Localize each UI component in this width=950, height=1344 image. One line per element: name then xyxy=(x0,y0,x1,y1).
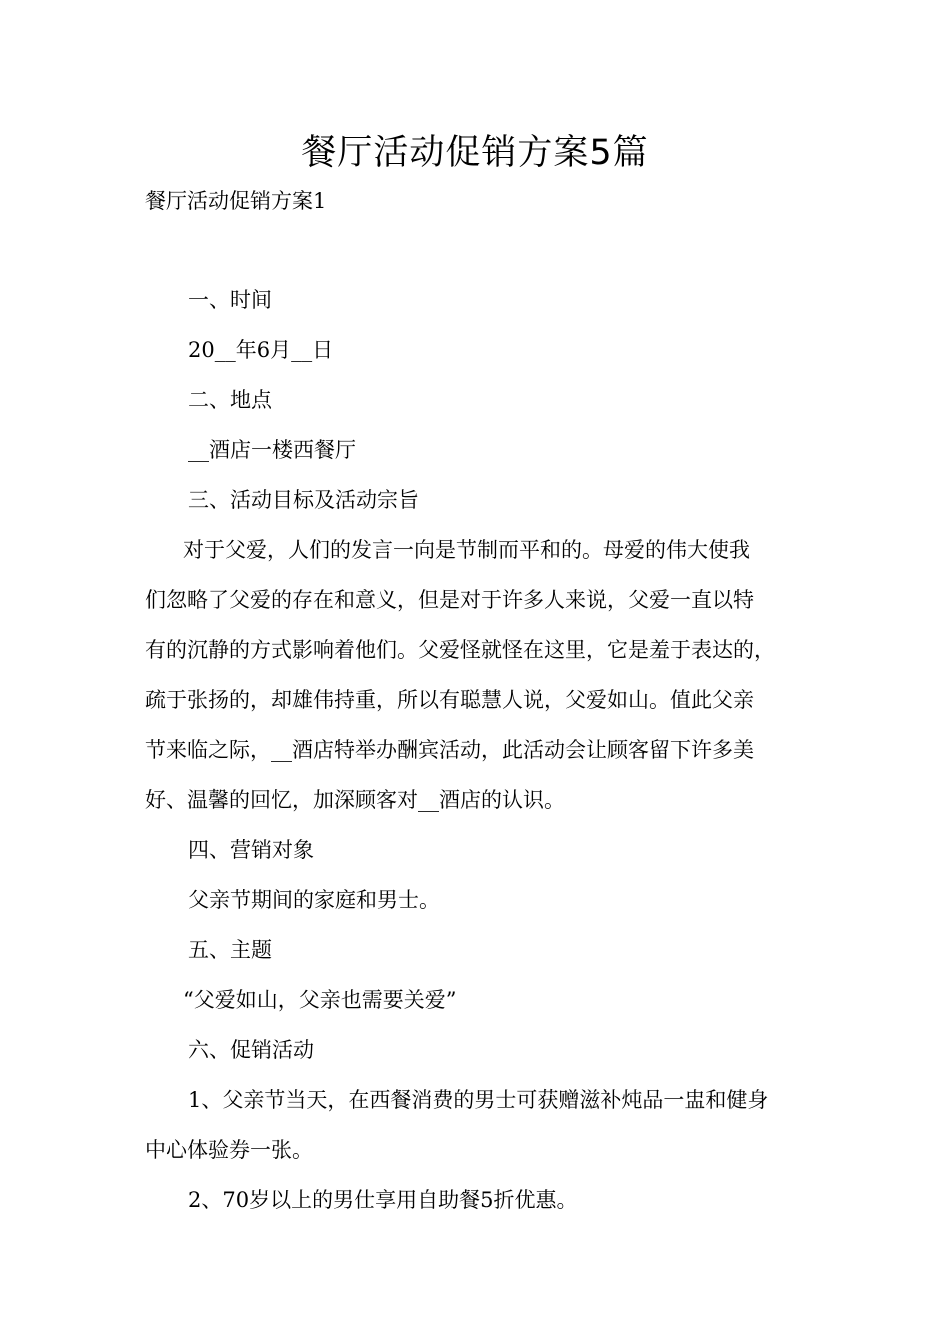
promotion-item: 2、70岁以上的男仕享用自助餐5折优惠。 xyxy=(188,1188,578,1212)
paragraph-line: 有的沉静的方式影响着他们。父爱怪就怪在这里，它是羞于表达的， xyxy=(145,638,775,662)
heading-theme: 五、主题 xyxy=(188,938,272,962)
paragraph-line: 对于父爱，人们的发言一向是节制而平和的。母爱的伟大使我 xyxy=(183,538,750,562)
heading-goal: 三、活动目标及活动宗旨 xyxy=(188,488,419,512)
time-value: 20__年6月__日 xyxy=(188,338,334,362)
heading-location: 二、地点 xyxy=(188,388,272,412)
theme-value: “父爱如山，父亲也需要关爱” xyxy=(183,988,457,1012)
paragraph-line: 好、温馨的回忆，加深顾客对__酒店的认识。 xyxy=(145,788,565,812)
paragraph-line: 疏于张扬的，却雄伟持重，所以有聪慧人说，父爱如山。值此父亲 xyxy=(145,688,754,712)
document-title: 餐厅活动促销方案5篇 xyxy=(301,133,649,173)
paragraph-line: 们忽略了父爱的存在和意义，但是对于许多人来说，父爱一直以特 xyxy=(145,588,754,612)
promotion-item-continued: 中心体验券一张。 xyxy=(145,1138,313,1162)
heading-time: 一、时间 xyxy=(188,288,272,312)
promotion-item: 1、父亲节当天，在西餐消费的男士可获赠滋补炖品一盅和健身 xyxy=(188,1088,769,1112)
paragraph-line: 节来临之际，__酒店特举办酬宾活动，此活动会让顾客留下许多美 xyxy=(145,738,754,762)
heading-target: 四、营销对象 xyxy=(188,838,314,862)
target-value: 父亲节期间的家庭和男士。 xyxy=(188,888,440,912)
section-subtitle: 餐厅活动促销方案1 xyxy=(145,189,327,213)
heading-promotion: 六、促销活动 xyxy=(188,1038,314,1062)
location-value: __酒店一楼西餐厅 xyxy=(188,438,356,462)
